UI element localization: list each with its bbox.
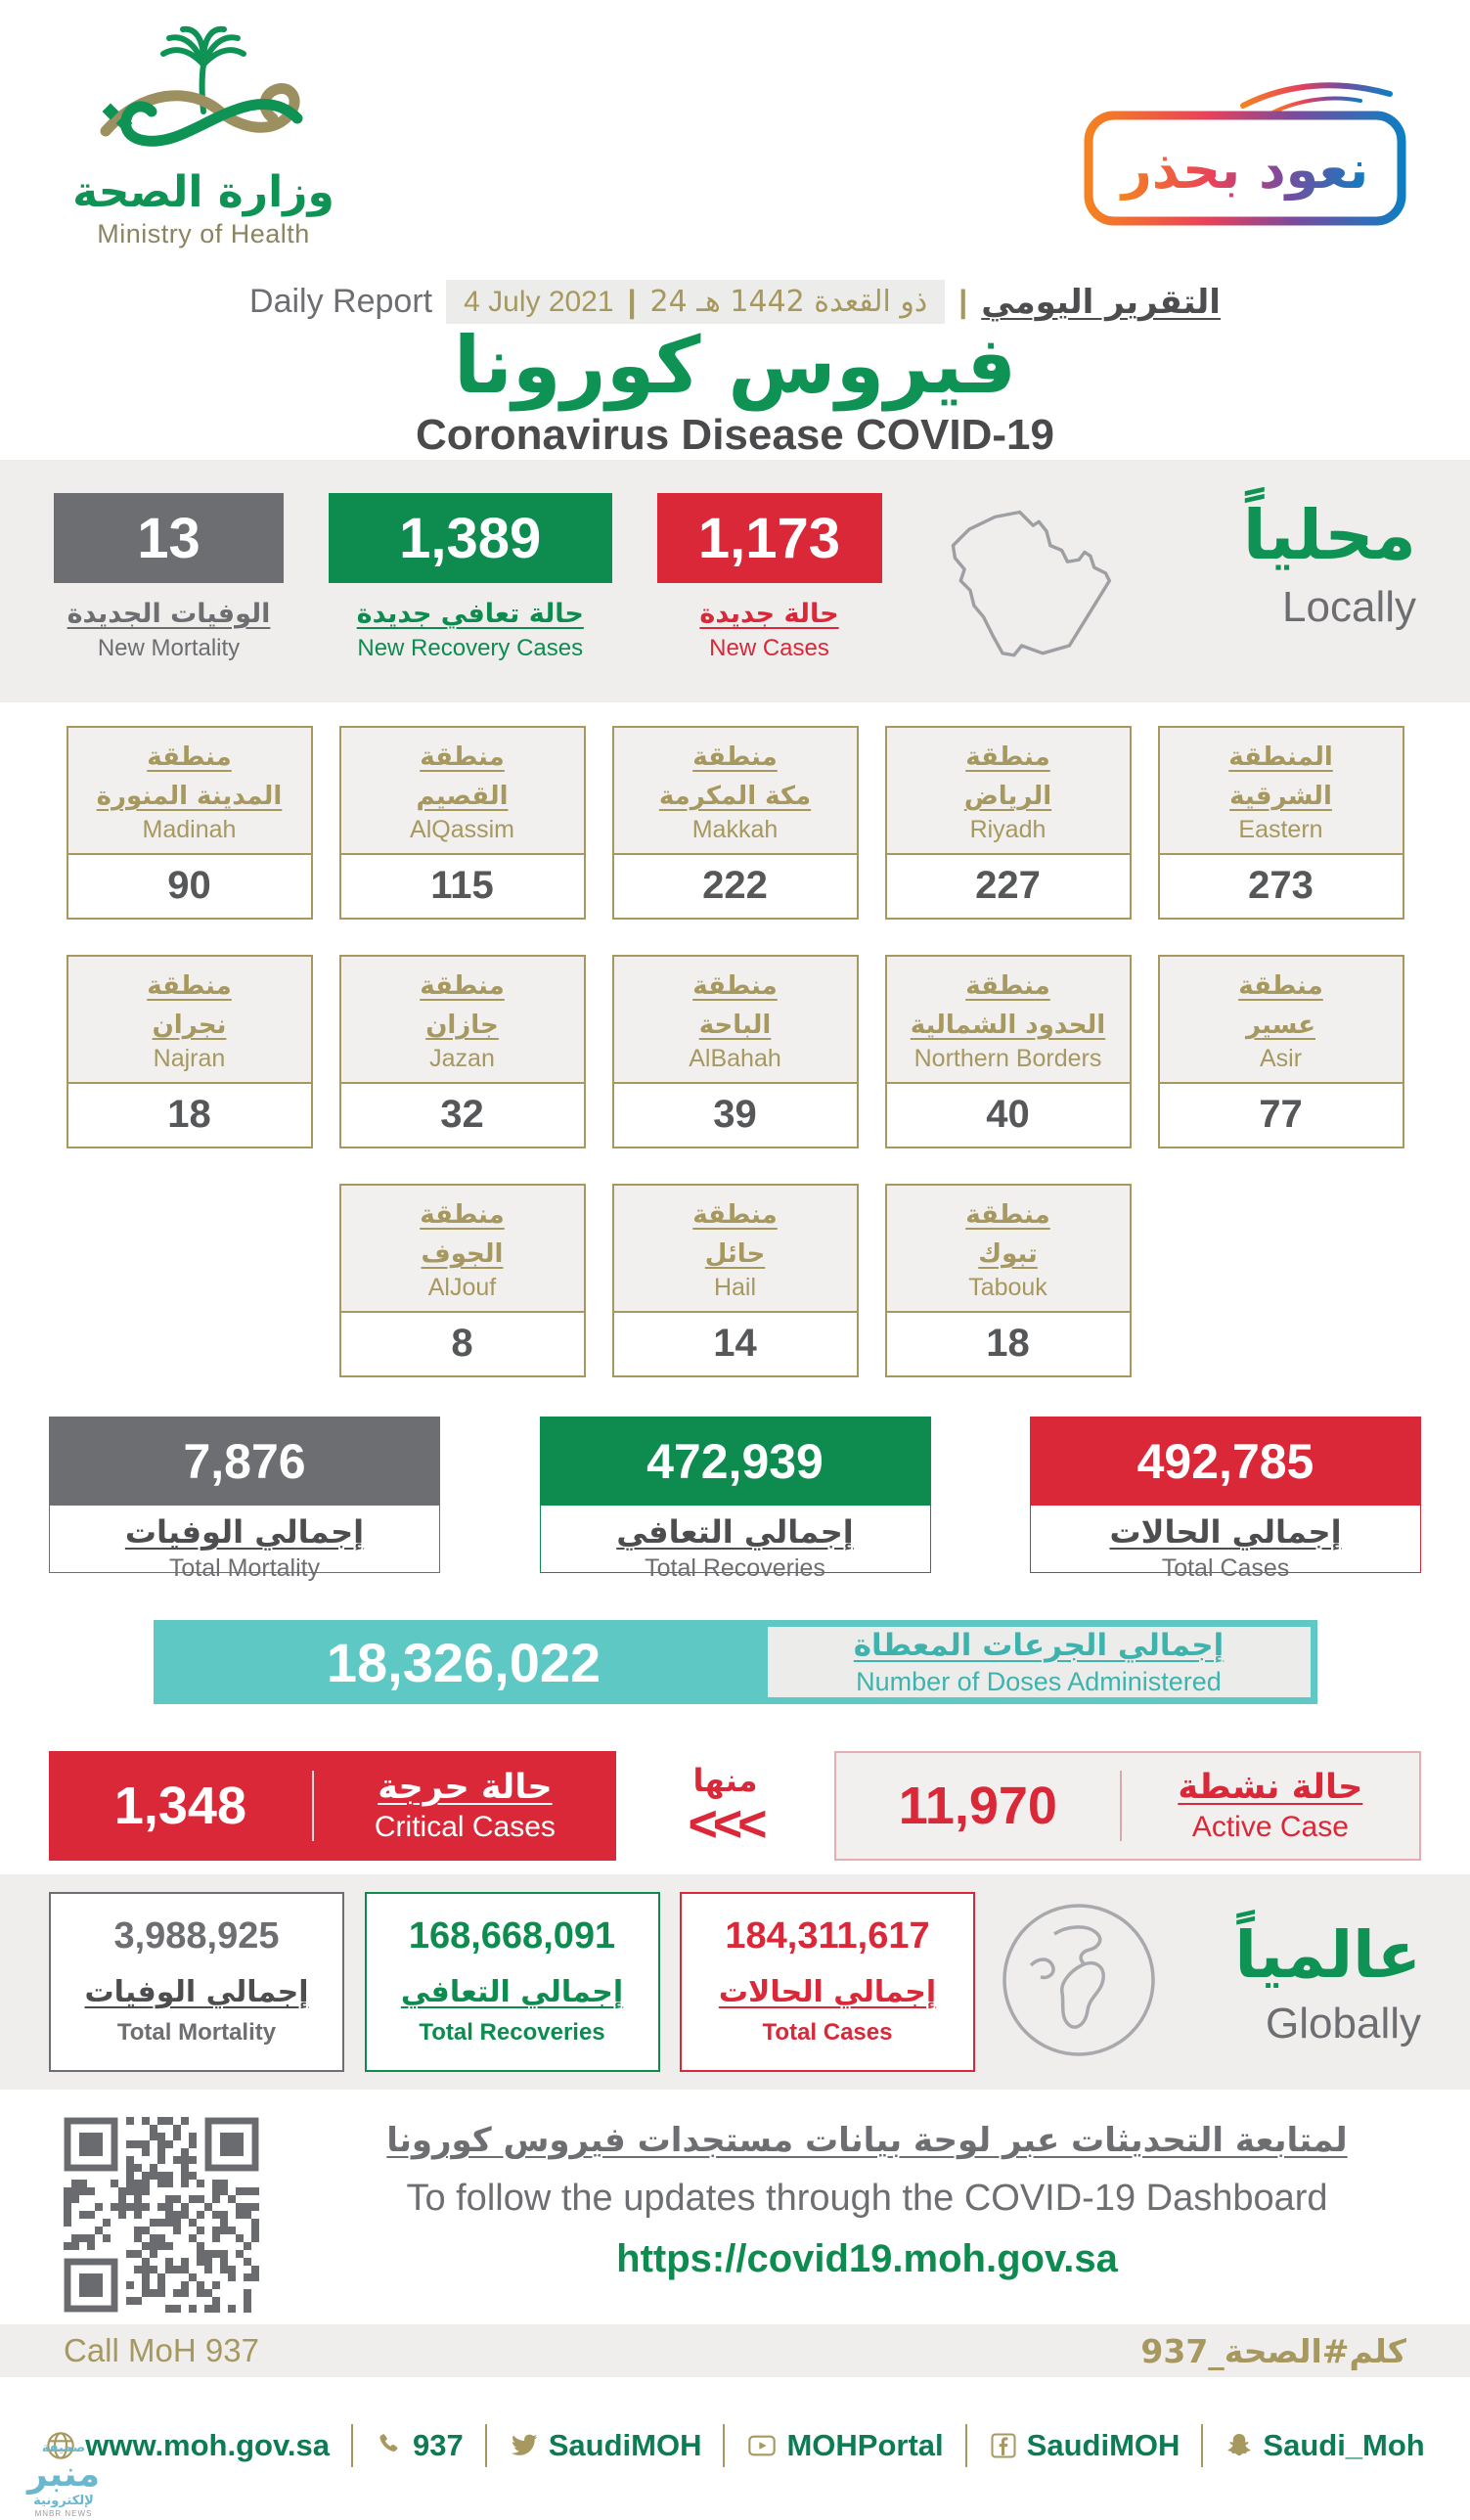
watermark-caption: MNBR NEWS xyxy=(34,2508,93,2518)
active-cases-box xyxy=(834,1751,1421,1861)
total-recoveries-value: 472,939 xyxy=(541,1418,930,1506)
region-card xyxy=(885,1184,1132,1377)
region-card xyxy=(67,726,313,920)
region-card-header xyxy=(887,728,1130,855)
active-cases-label-ar: حالة نشطة xyxy=(1178,1768,1363,1807)
global-mortality-box xyxy=(49,1892,344,2072)
of-which-indicator xyxy=(643,1762,809,1853)
global-mortality-label-ar: إجمالي الوفيات xyxy=(84,1975,309,2009)
region-new-cases-value: 273 xyxy=(1248,864,1314,907)
region-name-ar-line2: الحدود الشمالية xyxy=(910,1011,1106,1040)
social-link-937[interactable] xyxy=(375,2428,464,2463)
total-cases-box xyxy=(1030,1417,1421,1582)
region-name-arabic xyxy=(341,967,584,1045)
date-separator-2: | xyxy=(958,284,968,319)
global-cases-label-en: Total Cases xyxy=(762,2019,893,2046)
new-cases-label-en: New Cases xyxy=(709,635,829,661)
social-link-label: SaudiMOH xyxy=(548,2428,702,2462)
globally-section xyxy=(0,1874,1470,2090)
new-recoveries-label-ar: حالة تعافي جديدة xyxy=(356,599,584,629)
dashboard-link-section xyxy=(0,2090,1470,2324)
dashboard-url-link[interactable]: https://covid19.moh.gov.sa xyxy=(616,2237,1118,2280)
region-name-arabic xyxy=(887,967,1130,1045)
total-mortality-box xyxy=(49,1417,440,1582)
region-name-ar-line2: جازان xyxy=(425,1011,499,1040)
region-name-english: AlJouf xyxy=(427,1274,497,1301)
region-name-ar-line2: الرياض xyxy=(963,782,1052,811)
badge-text: نعود بحذر xyxy=(1121,139,1369,201)
saudi-arabia-map-icon xyxy=(926,493,1127,689)
region-new-cases-value: 39 xyxy=(713,1093,757,1136)
region-name-ar-line1: منطقة xyxy=(1238,971,1323,1001)
global-recoveries-label-en: Total Recoveries xyxy=(419,2019,605,2046)
dashboard-note-ar: لمتابعة التحديثات عبر لوحة بيانات مستجدات فيروس كورونا xyxy=(386,2121,1348,2160)
new-recoveries-label-en: New Recovery Cases xyxy=(357,635,584,661)
region-card-header xyxy=(1160,957,1403,1084)
social-link-label: www.moh.gov.sa xyxy=(85,2428,331,2462)
footer-separator xyxy=(723,2424,725,2467)
region-name-english: Madinah xyxy=(142,816,237,843)
call-band xyxy=(0,2324,1470,2377)
region-name-arabic xyxy=(68,967,311,1045)
new-cases-value: 1,173 xyxy=(657,493,882,583)
social-link-saudimoh[interactable] xyxy=(989,2428,1180,2463)
region-row xyxy=(0,1184,1470,1377)
global-cases-value: 184,311,617 xyxy=(725,1915,930,1957)
global-recoveries-box xyxy=(365,1892,660,2072)
region-card xyxy=(1158,726,1404,920)
global-mortality-value: 3,988,925 xyxy=(113,1915,280,1957)
social-link-label: 937 xyxy=(413,2428,464,2462)
region-name-english: AlBahah xyxy=(689,1045,781,1072)
region-name-ar-line1: منطقة xyxy=(692,742,778,772)
total-mortality-label-en: Total Mortality xyxy=(168,1554,321,1582)
new-cases-stat xyxy=(657,493,882,662)
region-new-cases-value: 18 xyxy=(986,1322,1030,1365)
region-name-english: Riyadh xyxy=(969,816,1047,843)
daily-report-label-ar: التقرير اليومي xyxy=(981,282,1221,322)
total-cases-label-ar: إجمالي الحالات xyxy=(1109,1513,1342,1551)
global-mortality-label-en: Total Mortality xyxy=(116,2019,277,2046)
globally-heading-en: Globally xyxy=(1266,2000,1421,2048)
region-name-arabic xyxy=(614,967,857,1045)
facebook-icon xyxy=(989,2431,1018,2460)
region-card xyxy=(1158,955,1404,1148)
watermark-line2: منبر xyxy=(26,2453,101,2495)
region-card xyxy=(339,955,586,1148)
region-card-header xyxy=(68,728,311,855)
region-card-header xyxy=(614,728,857,855)
active-cases-value: 11,970 xyxy=(898,1777,1057,1835)
footer-separator xyxy=(485,2424,487,2467)
global-recoveries-label-ar: إجمالي التعافي xyxy=(400,1975,624,2009)
local-totals-row xyxy=(0,1389,1470,1604)
region-row xyxy=(0,955,1470,1148)
social-link-mohportal[interactable] xyxy=(746,2428,943,2463)
region-card xyxy=(339,1184,586,1377)
social-links-row xyxy=(0,2424,1470,2467)
region-name-ar-line1: منطقة xyxy=(420,742,505,772)
region-name-arabic xyxy=(614,738,857,816)
region-name-ar-line2: الشرقية xyxy=(1229,782,1332,811)
locally-heading-en: Locally xyxy=(1282,583,1416,631)
date-separator: | xyxy=(627,284,637,319)
footer-separator xyxy=(965,2424,967,2467)
region-name-english: Makkah xyxy=(691,816,779,843)
region-name-ar-line2: المدينة المنورة xyxy=(96,782,283,811)
new-mortality-stat xyxy=(54,493,284,662)
region-new-cases-value: 77 xyxy=(1259,1093,1303,1136)
call-moh-hashtag-ar: كلم#الصحة_937 xyxy=(1140,2331,1406,2370)
region-name-ar-line1: منطقة xyxy=(420,971,505,1001)
region-name-english: Northern Borders xyxy=(913,1045,1102,1072)
region-row xyxy=(0,726,1470,920)
critical-cases-box xyxy=(49,1751,616,1861)
region-name-ar-line1: منطقة xyxy=(147,742,232,772)
social-link-label: SaudiMOH xyxy=(1026,2428,1180,2462)
total-recoveries-label-en: Total Recoveries xyxy=(645,1554,825,1582)
region-name-arabic xyxy=(1160,738,1403,816)
social-link-saudi-moh[interactable] xyxy=(1225,2428,1424,2463)
doses-section xyxy=(0,1620,1470,1737)
region-card xyxy=(885,955,1132,1148)
gregorian-date: 4 July 2021 xyxy=(464,285,614,318)
doses-bar xyxy=(154,1620,1317,1704)
hijri-date: 24 ذو القعدة 1442 هـ xyxy=(649,285,928,319)
region-card xyxy=(612,955,859,1148)
region-name-arabic xyxy=(341,1195,584,1274)
dashboard-note-en: To follow the updates through the COVID-19 Dashboard xyxy=(406,2178,1328,2219)
global-recoveries-value: 168,668,091 xyxy=(408,1915,616,1957)
region-name-arabic xyxy=(341,738,584,816)
global-cases-label-ar: إجمالي الحالات xyxy=(718,1975,937,2009)
total-mortality-value: 7,876 xyxy=(50,1418,439,1506)
region-card xyxy=(885,726,1132,920)
return-with-caution-badge xyxy=(1079,76,1421,238)
publisher-watermark xyxy=(10,2442,117,2518)
region-name-ar-line1: منطقة xyxy=(147,971,232,1001)
footer-separator xyxy=(351,2424,353,2467)
region-name-ar-line1: منطقة xyxy=(692,1200,778,1230)
chevrons-left-icon: <<< xyxy=(688,1796,763,1853)
region-card-header xyxy=(341,728,584,855)
region-name-ar-line2: نجران xyxy=(152,1011,227,1040)
region-name-ar-line1: منطقة xyxy=(965,742,1050,772)
region-card xyxy=(612,1184,859,1377)
header xyxy=(0,0,1470,460)
social-link-label: MOHPortal xyxy=(786,2428,944,2462)
locally-section xyxy=(0,460,1470,702)
region-new-cases-value: 32 xyxy=(440,1093,484,1136)
region-name-arabic xyxy=(68,738,311,816)
region-name-ar-line2: عسير xyxy=(1245,1011,1315,1040)
social-link-label: Saudi_Moh xyxy=(1263,2428,1425,2462)
of-which-label: منها xyxy=(692,1762,758,1799)
region-name-ar-line2: القصيم xyxy=(416,782,509,811)
new-recoveries-stat xyxy=(329,493,612,662)
region-card-header xyxy=(341,957,584,1084)
region-name-arabic xyxy=(1160,967,1403,1045)
footer-separator xyxy=(1201,2424,1203,2467)
new-cases-label-ar: حالة جديدة xyxy=(699,599,839,629)
region-name-ar-line1: المنطقة xyxy=(1228,742,1333,772)
doses-value: 18,326,022 xyxy=(326,1631,601,1693)
total-recoveries-box xyxy=(540,1417,931,1582)
region-card xyxy=(67,955,313,1148)
critical-cases-value: 1,348 xyxy=(113,1777,246,1835)
phone-icon xyxy=(375,2431,404,2460)
region-name-ar-line1: منطقة xyxy=(420,1200,505,1230)
region-name-english: Hail xyxy=(713,1274,757,1301)
page-title-arabic: فيروس كورونا xyxy=(453,320,1017,411)
region-card-header xyxy=(887,957,1130,1084)
globe-icon xyxy=(996,1897,1167,2068)
new-mortality-label-ar: الوفيات الجديدة xyxy=(67,599,271,629)
region-name-english: Asir xyxy=(1259,1045,1303,1072)
total-recoveries-label-ar: إجمالي التعافي xyxy=(616,1513,854,1551)
badge-swoosh xyxy=(1243,85,1390,106)
qr-code xyxy=(64,2117,259,2318)
region-name-ar-line2: الباحة xyxy=(698,1011,772,1040)
region-name-ar-line1: منطقة xyxy=(692,971,778,1001)
moh-logo-english: Ministry of Health xyxy=(97,219,310,248)
region-name-arabic xyxy=(887,738,1130,816)
region-card-header xyxy=(887,1186,1130,1313)
total-cases-value: 492,785 xyxy=(1031,1418,1420,1506)
daily-report-label-en: Daily Report xyxy=(249,283,433,320)
locally-heading xyxy=(1172,493,1416,632)
region-new-cases-value: 14 xyxy=(713,1322,757,1365)
critical-active-row xyxy=(0,1737,1470,1874)
region-name-arabic xyxy=(614,1195,857,1274)
region-card xyxy=(612,726,859,920)
globally-heading xyxy=(1186,1915,1421,2048)
region-name-ar-line2: تبوك xyxy=(978,1239,1038,1269)
region-name-ar-line1: منطقة xyxy=(965,971,1050,1001)
region-name-english: Jazan xyxy=(429,1045,495,1072)
region-card-header xyxy=(1160,728,1403,855)
region-name-english: Eastern xyxy=(1238,816,1323,843)
social-link-saudimoh[interactable] xyxy=(509,2428,702,2463)
region-name-english: Tabouk xyxy=(968,1274,1047,1301)
region-card-header xyxy=(68,957,311,1084)
moh-logo-arabic: وزارة الصحة xyxy=(72,167,334,217)
regions-grid xyxy=(0,702,1470,1389)
active-cases-label-en: Active Case xyxy=(1191,1811,1349,1843)
page-title-english: Coronavirus Disease COVID-19 xyxy=(416,411,1054,459)
region-name-arabic xyxy=(887,1195,1130,1274)
locally-heading-ar: محلياً xyxy=(1242,495,1416,575)
youtube-icon xyxy=(746,2430,778,2461)
twitter-icon xyxy=(509,2430,540,2461)
watermark-line1: صحيفة xyxy=(41,2441,86,2456)
region-card xyxy=(339,726,586,920)
new-recoveries-value: 1,389 xyxy=(329,493,612,583)
global-cases-box xyxy=(680,1892,975,2072)
region-name-ar-line2: الجوف xyxy=(421,1239,504,1269)
critical-cases-label-en: Critical Cases xyxy=(374,1811,556,1843)
snapchat-icon xyxy=(1225,2431,1254,2460)
new-mortality-value: 13 xyxy=(54,493,284,583)
moh-logo xyxy=(57,22,350,249)
region-new-cases-value: 227 xyxy=(975,864,1041,907)
total-mortality-label-ar: إجمالي الوفيات xyxy=(124,1513,365,1551)
region-new-cases-value: 40 xyxy=(986,1093,1030,1136)
new-mortality-label-en: New Mortality xyxy=(97,635,241,661)
region-new-cases-value: 115 xyxy=(430,864,494,907)
total-cases-label-en: Total Cases xyxy=(1161,1554,1290,1582)
region-new-cases-value: 8 xyxy=(451,1322,473,1365)
critical-cases-label-ar: حالة حرجة xyxy=(378,1768,553,1807)
region-name-ar-line2: حائل xyxy=(704,1239,766,1269)
region-name-english: AlQassim xyxy=(410,816,514,843)
region-new-cases-value: 18 xyxy=(167,1093,211,1136)
doses-label-ar: إجمالي الجرعات المعطاة xyxy=(853,1627,1225,1663)
globally-heading-ar: عالمياً xyxy=(1234,1917,1421,1993)
moh-logo-icon xyxy=(81,22,326,168)
doses-label-panel xyxy=(768,1627,1311,1697)
region-card-header xyxy=(614,957,857,1084)
region-name-ar-line1: منطقة xyxy=(965,1200,1050,1230)
region-card-header xyxy=(614,1186,857,1313)
footer xyxy=(0,2377,1470,2520)
region-new-cases-value: 90 xyxy=(167,864,211,907)
region-new-cases-value: 222 xyxy=(702,864,768,907)
region-card-header xyxy=(341,1186,584,1313)
region-name-ar-line2: مكة المكرمة xyxy=(658,782,812,811)
call-moh-label-en: Call MoH 937 xyxy=(64,2332,259,2368)
doses-label-en: Number of Doses Administered xyxy=(856,1666,1222,1696)
region-name-english: Najran xyxy=(153,1045,226,1072)
watermark-line3: لإلكترونية xyxy=(33,2493,94,2508)
